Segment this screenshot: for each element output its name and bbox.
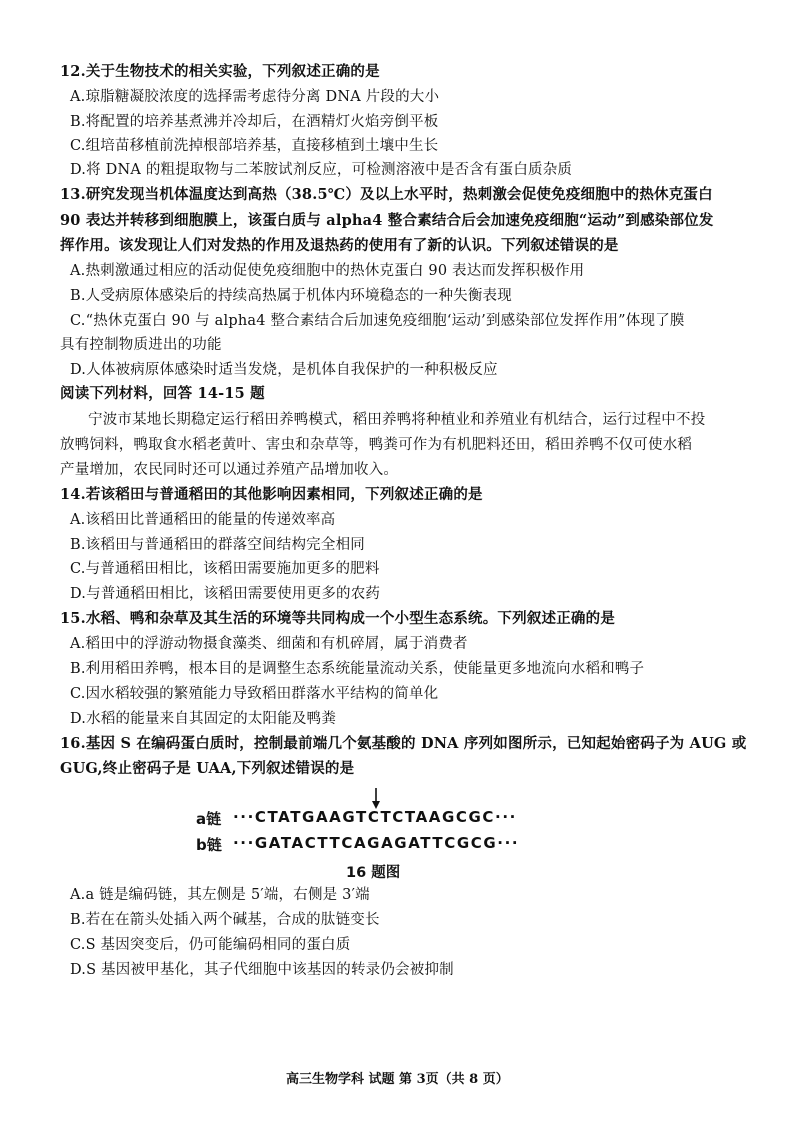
- q15-option-c: C.因水稻较强的繁殖能力导致稻田群落水平结构的简单化: [70, 686, 439, 702]
- q16-option-b: B.若在在箭头处插入两个碱基，合成的肽链变长: [70, 912, 380, 928]
- q13-option-c-line-2: 具有控制物质进出的功能: [60, 337, 222, 353]
- q12-option-d: D.将 DNA 的粗提取物与二苯胺试剂反应，可检测溶液中是否含有蛋白质杂质: [70, 162, 573, 178]
- material-paragraph-line-1: 宁波市某地长期稳定运行稻田养鸭模式，稻田养鸭将种植业和养殖业有机结合，运行过程中不投: [88, 412, 706, 428]
- q14-option-a: A.该稻田比普通稻田的能量的传递效率高: [70, 512, 336, 528]
- q16-stem-line-2: GUG,终止密码子是 UAA,下列叙述错误的是: [60, 760, 355, 777]
- page-footer: 高三生物学科 试题 第 3页（共 8 页）: [286, 1072, 509, 1087]
- q13-option-a: A.热刺激通过相应的活动促使免疫细胞中的热休克蛋白 90 表达而发挥积极作用: [70, 263, 585, 279]
- q15-option-d: D.水稻的能量来自其固定的太阳能及鸭粪: [70, 711, 337, 727]
- q13-option-c-line-1: C.“热休克蛋白 90 与 alpha4 整合素结合后加速免疫细胞‘运动’到感染部位发挥作用”体现了膜: [70, 313, 685, 329]
- b-strand-sequence: ···GATACTTCAGAGATTCGCG···: [233, 834, 520, 852]
- q13-option-d: D.人体被病原体感染时适当发烧，是机体自我保护的一种积极反应: [70, 362, 498, 378]
- q12-option-b: B.将配置的培养基煮沸并冷却后，在酒精灯火焰旁倒平板: [70, 114, 439, 130]
- q15-option-a: A.稻田中的浮游动物摄食藻类、细菌和有机碎屑，属于消费者: [70, 636, 468, 652]
- q13-stem-line-1: 13.研究发现当机体温度达到高热（38.5℃）及以上水平时，热刺激会促使免疫细胞中的热休克蛋白: [60, 186, 713, 203]
- figure-caption: 16 题图: [346, 865, 401, 881]
- material-intro: 阅读下列材料，回答 14-15 题: [60, 385, 265, 402]
- q14-stem: 14.若该稻田与普通稻田的其他影响因素相同，下列叙述正确的是: [60, 486, 483, 503]
- q13-option-b: B.人受病原体感染后的持续高热属于机体内环境稳态的一种失衡表现: [70, 288, 512, 304]
- q15-option-b: B.利用稻田养鸭，根本目的是调整生态系统能量流动关系，使能量更多地流向水稻和鸭子: [70, 661, 645, 677]
- q16-stem-line-1: 16.基因 S 在编码蛋白质时，控制最前端几个氨基酸的 DNA 序列如图所示，已知起始密码子为 AUG 或: [60, 735, 747, 752]
- a-strand-sequence: ···CTATGAAGTCTCTAAGCGC···: [233, 808, 517, 826]
- q16-option-a: A.a 链是编码链，其左侧是 5′端，右侧是 3′端: [70, 887, 370, 903]
- insertion-arrow-icon: [370, 788, 382, 810]
- q13-stem-line-3: 挥作用。该发现让人们对发热的作用及退热药的使用有了新的认识。下列叙述错误的是: [60, 237, 619, 254]
- q14-option-c: C.与普通稻田相比，该稻田需要施加更多的肥料: [70, 561, 380, 577]
- q13-stem-line-2: 90 表达并转移到细胞膜上，该蛋白质与 alpha4 整合素结合后会加速免疫细胞“运动”到感染部位发: [60, 212, 714, 229]
- material-paragraph-line-2: 放鸭饲料，鸭取食水稻老黄叶、害虫和杂草等，鸭粪可作为有机肥料还田，稻田养鸭不仅可使水稻: [60, 437, 693, 453]
- q12-option-a: A.琼脂糖凝胶浓度的选择需考虑待分离 DNA 片段的大小: [70, 89, 440, 105]
- q14-option-d: D.与普通稻田相比，该稻田需要使用更多的农药: [70, 586, 381, 602]
- q12-option-c: C.组培苗移植前洗掉根部培养基，直接移植到土壤中生长: [70, 138, 439, 154]
- a-strand-label: a链: [196, 810, 222, 828]
- q16-option-d: D.S 基因被甲基化，其子代细胞中该基因的转录仍会被抑制: [70, 962, 454, 978]
- q16-option-c: C.S 基因突变后，仍可能编码相同的蛋白质: [70, 937, 351, 953]
- q14-option-b: B.该稻田与普通稻田的群落空间结构完全相同: [70, 537, 365, 553]
- material-paragraph-line-3: 产量增加，农民同时还可以通过养殖产品增加收入。: [60, 462, 399, 478]
- q12-stem: 12.关于生物技术的相关实验，下列叙述正确的是: [60, 63, 380, 80]
- q15-stem: 15.水稻、鸭和杂草及其生活的环境等共同构成一个小型生态系统。下列叙述正确的是: [60, 610, 616, 627]
- b-strand-label: b链: [196, 836, 222, 854]
